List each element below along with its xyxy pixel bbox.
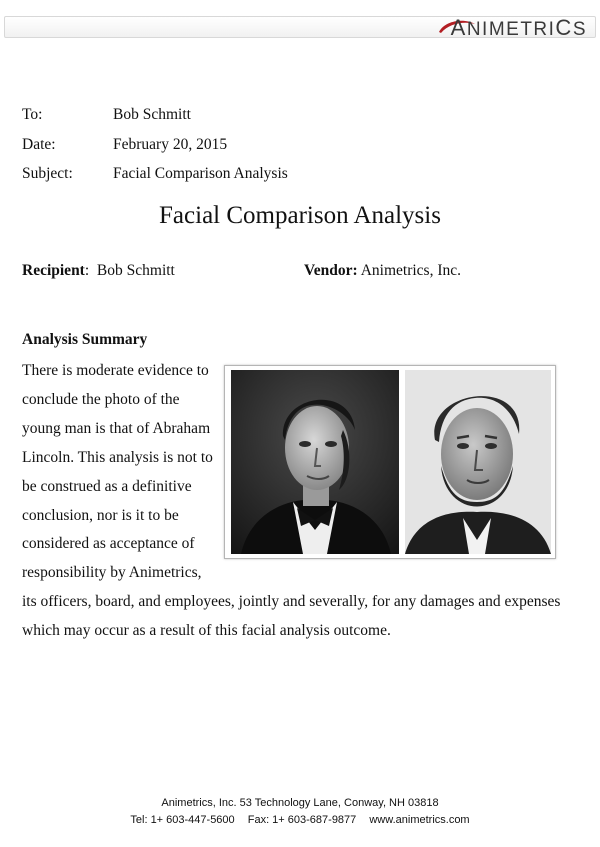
memo-to-row	[22, 106, 191, 124]
young-man-portrait-icon	[231, 370, 399, 554]
analysis-summary-section	[22, 357, 582, 646]
vendor-label: Vendor:	[304, 262, 358, 279]
letterhead-bar	[4, 16, 596, 38]
bearded-man-photo	[405, 370, 551, 554]
memo-subject-label: Subject:	[22, 165, 73, 182]
analysis-summary-heading: Analysis Summary	[22, 331, 148, 348]
memo-date-label: Date:	[22, 136, 56, 153]
animetrics-logo	[435, 17, 587, 39]
analysis-summary-text: There is moderate evidence to conclude the photo of the young man is that of Abraham Lincoln. This analysis is not to be construed as a definitive conclusion, nor is it to be considered as acceptance of responsibility by Animetrics, its officers, board, and employees, jointly and severally, for any damages and expenses which may occur as a result of this facial analysis outcome.	[22, 362, 561, 640]
footer-fax: Fax: 1+ 603-687-9877	[247, 814, 357, 826]
bearded-man-portrait-icon	[405, 370, 551, 554]
memo-to-label: To:	[22, 106, 43, 123]
vendor-line	[304, 262, 461, 280]
memo-subject-value: Facial Comparison Analysis	[113, 165, 288, 182]
vendor-value: Animetrics, Inc.	[360, 262, 462, 279]
footer-address: Animetrics, Inc. 53 Technology Lane, Conway, NH 03818	[161, 797, 439, 809]
memo-date-row	[22, 136, 227, 154]
recipient-value: Bob Schmitt	[96, 262, 175, 279]
footer-website: www.animetrics.com	[369, 814, 470, 826]
recipient-line: Recipient: Bob Schmitt	[22, 262, 175, 279]
memo-to-value: Bob Schmitt	[113, 106, 191, 123]
photo-comparison-frame	[224, 365, 556, 559]
footer-tel: Tel: 1+ 603-447-5600	[130, 814, 235, 826]
recipient-label: Recipient	[22, 262, 85, 279]
document-title: Facial Comparison Analysis	[159, 202, 441, 229]
memo-subject-row	[22, 165, 288, 183]
footer-contact	[0, 814, 600, 826]
logo-wordmark: ANIMETRICS	[450, 15, 587, 40]
memo-date-value: February 20, 2015	[113, 136, 228, 153]
young-man-photo	[231, 370, 399, 554]
